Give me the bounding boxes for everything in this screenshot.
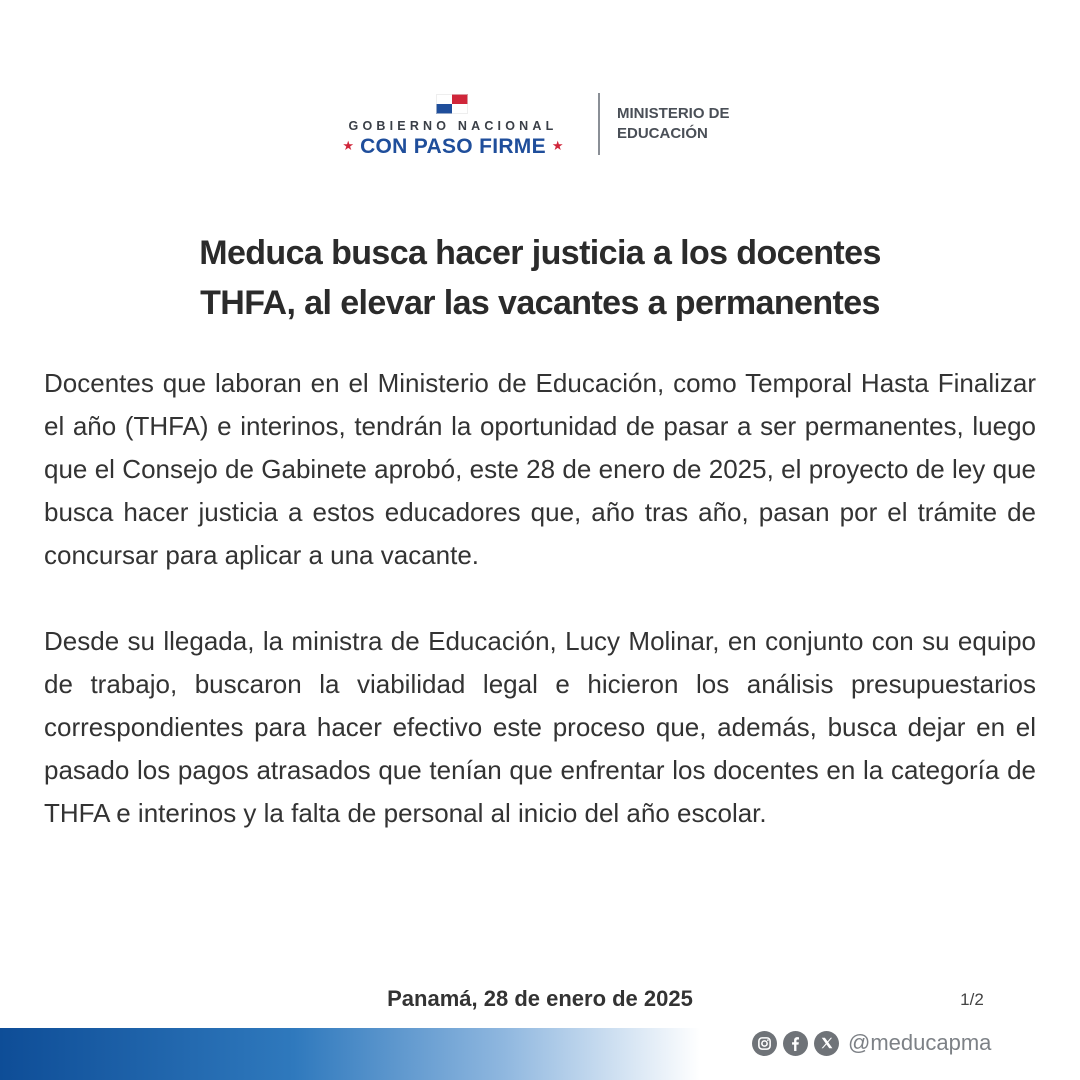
footer-gradient-bar [0,1028,700,1080]
gov-slogan-row [322,135,584,159]
social-handle[interactable]: @meducapma [848,1030,992,1055]
paragraph-1: Docentes que laboran en el Ministerio de Educación, como Temporal Hasta Finalizar el año (THFA) e interinos, tendrán la oportunidad de pasar a ser permanentes, luego que el Consejo de Gabinete aprobó, este 28 de enero de 2025, el proyecto de ley que busca hacer justicia a estos educadores que, año tras año, pasan por el trámite de concursar para aplicar a una vacante. [44,368,1036,570]
logo-divider [598,93,600,155]
title-line-2: THFA, al elevar las vacantes a permanentes [200,284,880,322]
ministry-line-1: MINISTERIO DE [617,105,730,122]
instagram-icon[interactable] [752,1031,777,1056]
title-line-1: Meduca busca hacer justicia a los docentes [199,234,881,272]
ministry-name [617,104,730,144]
facebook-icon[interactable] [783,1031,808,1056]
x-icon[interactable] [814,1031,839,1056]
dateline: Panamá, 28 de enero de 2025 [387,986,693,1011]
article-title [90,228,990,328]
article-body [44,362,1036,878]
star-icon: ★ [342,138,355,153]
gov-slogan: CON PASO FIRME [360,135,546,158]
paragraph-2: Desde su llegada, la ministra de Educación, Lucy Molinar, en conjunto con su equipo de trabajo, buscaron la viabilidad legal e hicieron los análisis presupuestarios correspondientes para hacer efectivo este proceso que, además, busca dejar en el pasado los pagos atrasados que tenían que enfrentar los docentes en la categoría de THFA e interinos y la falta de personal al inicio del año escolar. [44,626,1036,828]
header-logo [0,88,1080,160]
ministry-line-2: EDUCACIÓN [617,125,708,142]
star-icon: ★ [551,138,564,153]
page-indicator: 1/2 [960,990,984,1009]
social-links [752,1028,991,1058]
panama-flag-icon [436,94,468,114]
gov-name: GOBIERNO NACIONAL [348,119,558,133]
